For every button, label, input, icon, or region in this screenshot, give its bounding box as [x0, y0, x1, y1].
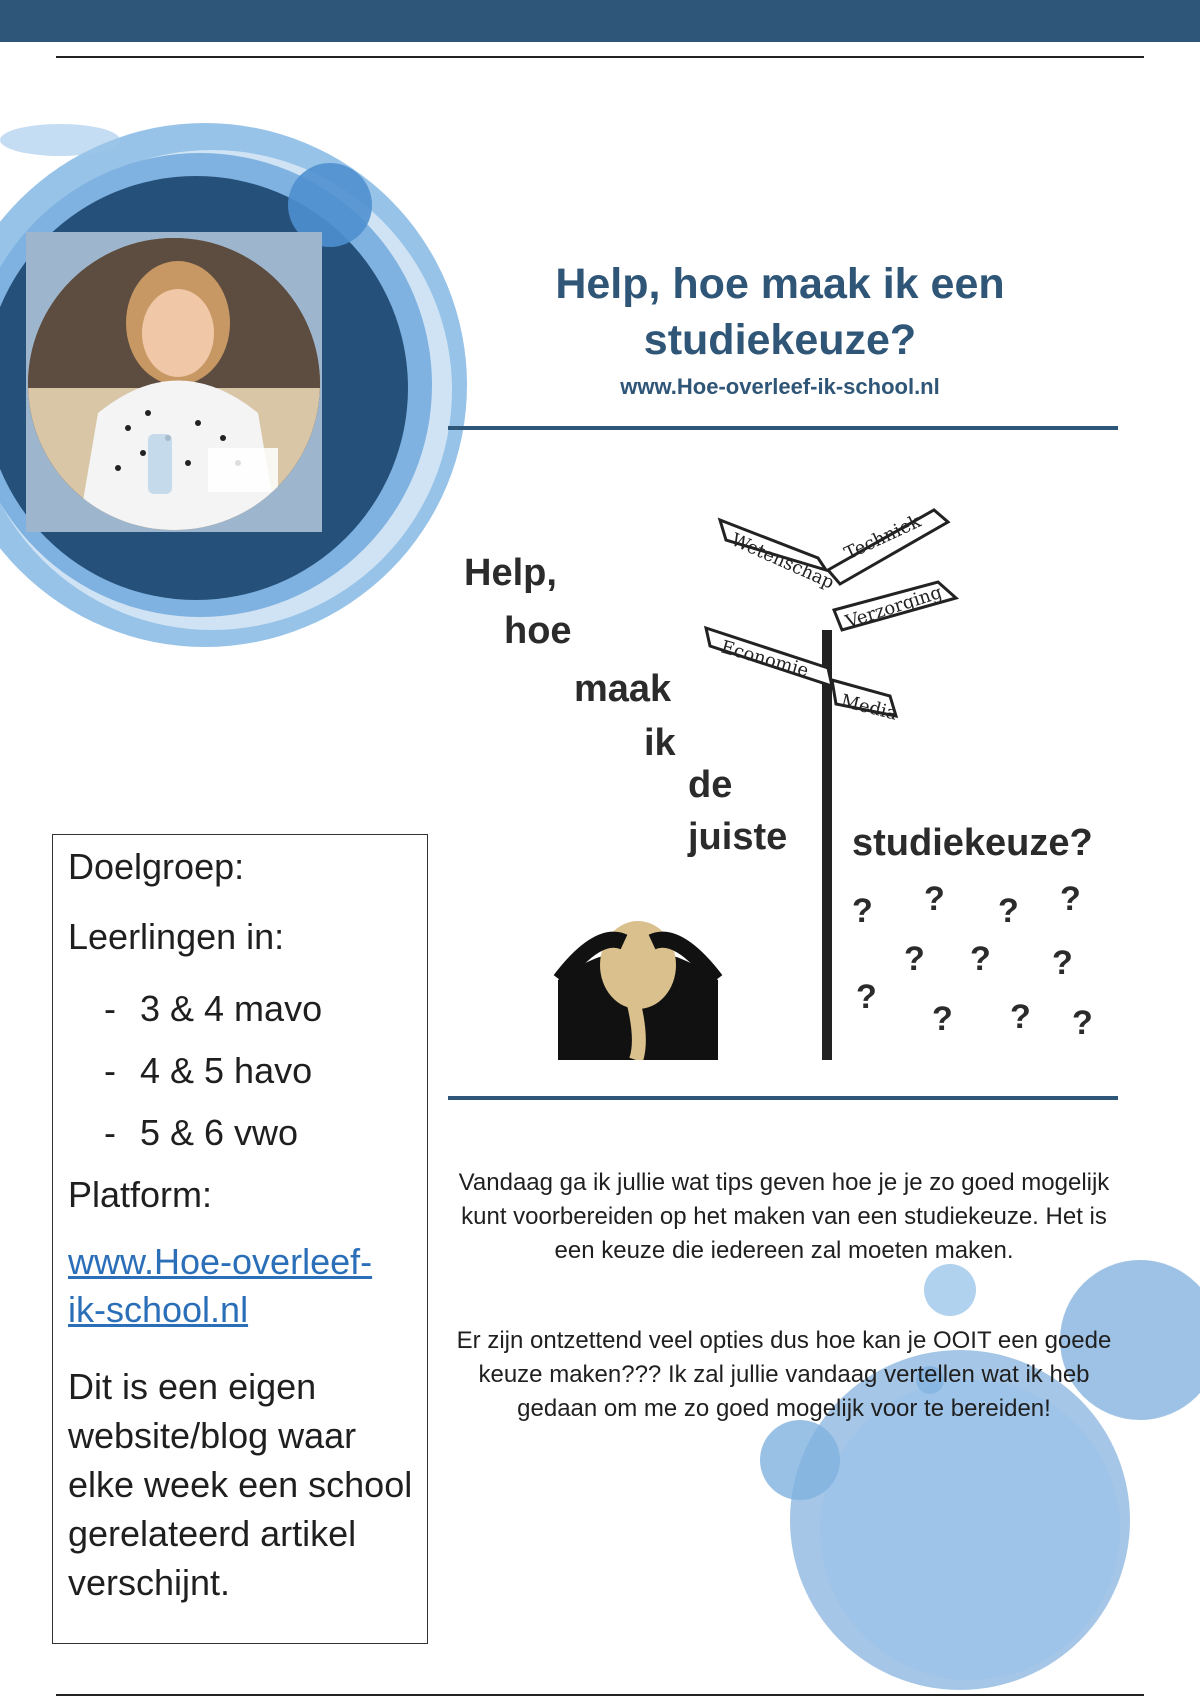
- poster-word: Help,: [464, 552, 557, 594]
- platform-label: Platform:: [68, 1174, 213, 1215]
- sign-label: Media: [838, 690, 900, 725]
- worried-person-figure: [558, 921, 718, 1060]
- poster-word: hoe: [504, 610, 572, 652]
- question-mark: ?: [932, 1000, 953, 1038]
- list-item: - 3 & 4 mavo: [104, 988, 323, 1029]
- poster-word: studiekeuze?: [852, 822, 1093, 864]
- intro-paragraph-1: Vandaag ga ik jullie wat tips geven hoe je je zo goed mogelijk kunt voorbereiden op het maken van een studiekeuze. Het is een keuze die iedereen zal moeten maken.: [458, 1169, 1110, 1264]
- poster-divider: [448, 1096, 1118, 1100]
- question-mark: ?: [904, 940, 925, 978]
- question-mark: ?: [924, 880, 945, 918]
- question-mark: ?: [852, 892, 873, 930]
- question-mark: ?: [1060, 880, 1081, 918]
- sign-label: Verzorging: [843, 581, 945, 633]
- intro-paragraph-2: Er zijn ontzettend veel opties dus hoe kan je OOIT een goede keuze maken??? Ik zal jullie vandaag vertellen wat ik heb gedaan om me zo goed mogelijk voor te bereiden!: [456, 1327, 1112, 1422]
- profile-photo: [28, 238, 320, 530]
- question-mark: ?: [998, 892, 1019, 930]
- poster-word: de: [688, 764, 733, 806]
- list-item: - 5 & 6 vwo: [104, 1112, 299, 1153]
- sign-label: Economie: [718, 636, 811, 682]
- question-mark: ?: [970, 940, 991, 978]
- page-title: Help, hoe maak ik een studiekeuze?: [555, 260, 1005, 364]
- question-mark: ?: [1072, 1004, 1093, 1042]
- question-mark: ?: [1052, 944, 1073, 982]
- poster-word: maak: [574, 668, 672, 710]
- signpost-graphic: [448, 460, 1118, 1060]
- school-level-list: [104, 978, 322, 1164]
- poster-word: juiste: [688, 816, 788, 858]
- signpost-illustration: [448, 460, 1118, 1060]
- question-mark: ?: [856, 978, 877, 1016]
- leerlingen-label: Leerlingen in:: [68, 916, 285, 957]
- list-item: - 4 & 5 havo: [104, 1050, 313, 1091]
- site-url: www.Hoe-overleef-ik-school.nl: [620, 374, 940, 399]
- question-mark: ?: [1010, 998, 1031, 1036]
- profile-photo-frame: [26, 232, 322, 532]
- title-divider: [448, 426, 1118, 430]
- bottom-divider: [56, 1694, 1144, 1696]
- sign-label: Wetenschap: [727, 529, 838, 594]
- poster-word: ik: [644, 722, 676, 764]
- platform-link[interactable]: www.Hoe-overleef-ik-school.nl: [68, 1241, 373, 1330]
- blog-description: Dit is een eigen website/blog waar elke week een school gerelateerd artikel verschijnt.: [68, 1366, 413, 1603]
- sign-label: Techniek: [841, 510, 925, 565]
- doelgroep-label: Doelgroep:: [68, 846, 245, 887]
